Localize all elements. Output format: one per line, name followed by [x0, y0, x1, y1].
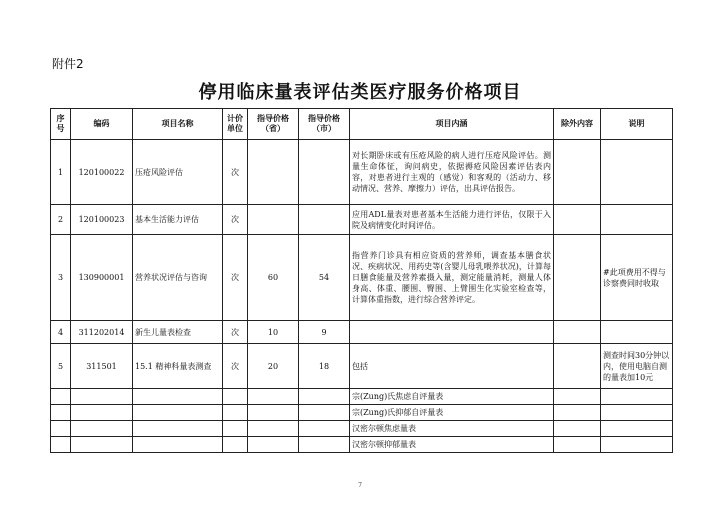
cell-note: #此项费用不得与诊察费同时收取	[601, 235, 673, 321]
cell-seq: 2	[51, 205, 71, 235]
cell-note	[601, 321, 673, 344]
header-price-city: 指导价格（市）	[299, 109, 350, 140]
cell-exclusion	[554, 235, 601, 321]
sub-item-label: 宗(Zung)氏焦虑自评量表	[350, 389, 554, 405]
cell-price-city	[299, 140, 350, 205]
table-row	[51, 344, 673, 389]
table-row	[51, 140, 673, 205]
cell-seq: 3	[51, 235, 71, 321]
cell-price-province: 60	[248, 235, 299, 321]
cell-unit: 次	[223, 235, 248, 321]
table-row	[51, 321, 673, 344]
header-row	[51, 109, 673, 140]
cell-price-city: 9	[299, 321, 350, 344]
cell-content: 指营养门诊具有相应资质的营养师，调查基本膳食状况、疾病状况、用药史等(含婴儿母乳喂养状况)，计算每日膳食能量及营养素摄入量，测定能量消耗，测量人体身高、体重、腰围、臀围、上臂围生化实验室检查等，计算体重指数，进行综合营养评定。	[350, 235, 554, 321]
cell-note	[601, 140, 673, 205]
cell-content: 对长期卧床或有压疮风险的病人进行压疮风险评估。测量生命体征，询问病史，依据褥疮风险因素评估表内容，对患者进行主观的（感觉）和客观的（活动力、移动情况、营养、摩擦力）评估，出具评估报告。	[350, 140, 554, 205]
cell-content: 包括	[350, 344, 554, 389]
cell-content	[350, 321, 554, 344]
header-unit: 计价单位	[223, 109, 248, 140]
sub-item-row	[51, 421, 673, 437]
header-code: 编码	[71, 109, 133, 140]
cell-name: 压疮风险评估	[133, 140, 223, 205]
cell-unit: 次	[223, 321, 248, 344]
cell-name: 基本生活能力评估	[133, 205, 223, 235]
cell-exclusion	[554, 140, 601, 205]
cell-price-province: 10	[248, 321, 299, 344]
table-row	[51, 235, 673, 321]
cell-code: 120100023	[71, 205, 133, 235]
cell-unit: 次	[223, 344, 248, 389]
cell-seq: 4	[51, 321, 71, 344]
cell-price-city: 18	[299, 344, 350, 389]
header-note: 说明	[601, 109, 673, 140]
header-name: 项目名称	[133, 109, 223, 140]
sub-item-row	[51, 405, 673, 421]
header-price-province: 指导价格（省）	[248, 109, 299, 140]
cell-content: 应用ADL量表对患者基本生活能力进行评估，仅限于入院及病情变化时间评估。	[350, 205, 554, 235]
sub-item-label: 汉密尔顿焦虑量表	[350, 421, 554, 437]
table-row	[51, 205, 673, 235]
header-seq: 序号	[51, 109, 71, 140]
cell-code: 311202014	[71, 321, 133, 344]
cell-price-city: 54	[299, 235, 350, 321]
cell-exclusion	[554, 205, 601, 235]
cell-name: 15.1 精神科量表测查	[133, 344, 223, 389]
cell-note	[601, 205, 673, 235]
cell-code: 311501	[71, 344, 133, 389]
sub-item-row	[51, 437, 673, 453]
cell-price-city	[299, 205, 350, 235]
header-exclusion: 除外内容	[554, 109, 601, 140]
sub-item-row	[51, 389, 673, 405]
page-number: 7	[358, 482, 362, 489]
page-title: 停用临床量表评估类医疗服务价格项目	[198, 82, 522, 103]
sub-item-label: 汉密尔顿抑郁量表	[350, 437, 554, 453]
cell-code: 130900001	[71, 235, 133, 321]
header-content: 项目内涵	[350, 109, 554, 140]
cell-exclusion	[554, 321, 601, 344]
cell-name: 营养状况评估与咨询	[133, 235, 223, 321]
attachment-label: 附件2	[52, 57, 84, 71]
cell-code: 120100022	[71, 140, 133, 205]
cell-note: 测查时间30分钟以内，使用电脑自测的量表加10元	[601, 344, 673, 389]
cell-unit: 次	[223, 205, 248, 235]
cell-price-province	[248, 205, 299, 235]
cell-seq: 1	[51, 140, 71, 205]
cell-name: 新生儿量表检查	[133, 321, 223, 344]
cell-unit: 次	[223, 140, 248, 205]
sub-item-label: 宗(Zung)氏抑郁自评量表	[350, 405, 554, 421]
cell-price-province: 20	[248, 344, 299, 389]
cell-price-province	[248, 140, 299, 205]
cell-seq: 5	[51, 344, 71, 389]
price-table	[50, 108, 673, 453]
cell-exclusion	[554, 344, 601, 389]
